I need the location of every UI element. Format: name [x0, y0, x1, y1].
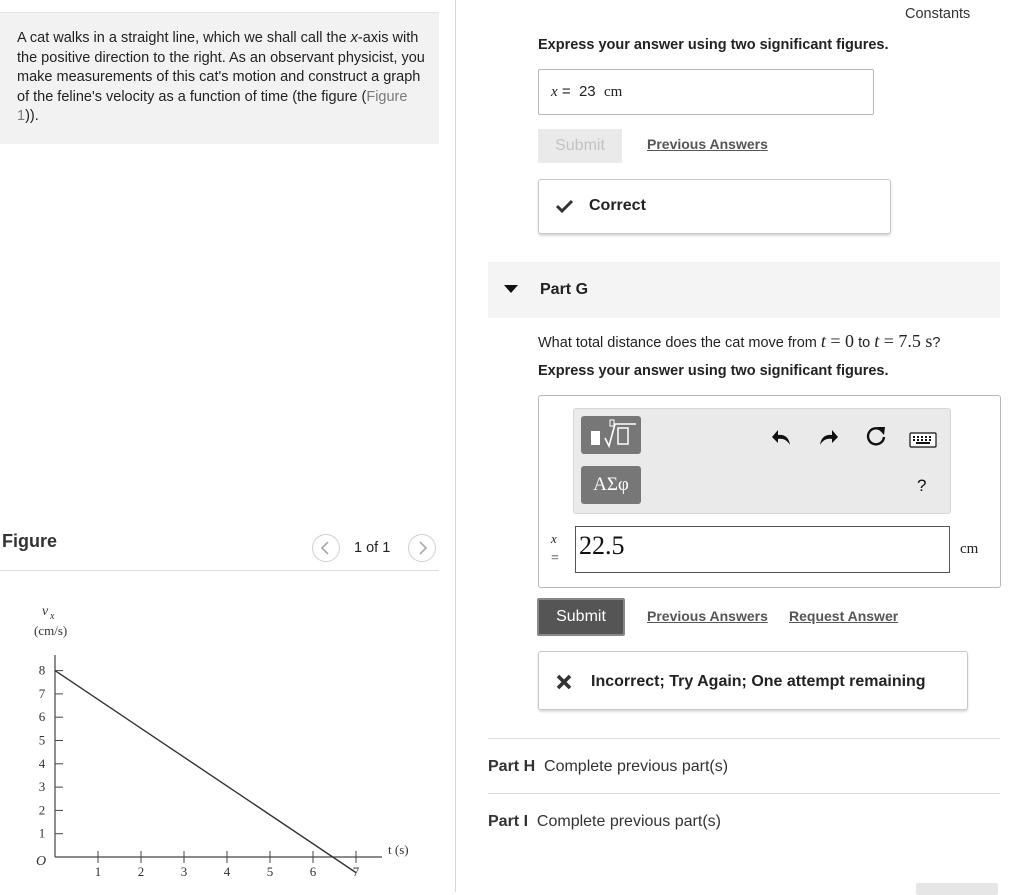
part-i-row[interactable] [488, 813, 721, 831]
keyboard-icon[interactable] [909, 432, 937, 448]
greek-symbols-button[interactable]: ΑΣφ [581, 466, 641, 504]
y-axis-var: v [42, 604, 49, 619]
part-g-question [538, 331, 940, 352]
part-f-feedback-text: Correct [589, 197, 646, 214]
answer-unit: cm [960, 541, 979, 557]
constants-link[interactable]: Constants [905, 6, 971, 22]
part-f-answer-eq: = [561, 83, 571, 100]
problem-text-3: )). [25, 108, 39, 124]
problem-axis-var: x [350, 30, 358, 46]
part-f-answer-value: 23 [578, 83, 596, 100]
part-i-status: Complete previous part(s) [536, 813, 721, 830]
figure-divider [0, 570, 439, 571]
part-h-row[interactable] [488, 758, 728, 776]
x-tick-label: 4 [223, 864, 231, 879]
checkmark-icon [555, 198, 575, 214]
input-var-label: x [551, 531, 557, 546]
part-g-instruction: Express your answer using two significant figures. [538, 363, 889, 379]
y-tick-label: 6 [38, 709, 46, 725]
part-g-feedback-text: Incorrect; Try Again; One attempt remaining [591, 673, 926, 690]
x-tick-label: 7 [352, 864, 360, 879]
problem-text-1: A cat walks in a straight line, which we shall call the [17, 30, 351, 46]
velocity-time-chart [0, 595, 440, 892]
part-i-label: Part I [488, 813, 529, 830]
help-button[interactable]: ? [917, 476, 927, 495]
redo-icon[interactable] [816, 425, 840, 449]
reset-icon[interactable] [863, 424, 889, 450]
footer-button[interactable] [916, 883, 998, 895]
x-tick-label: 5 [266, 864, 274, 879]
figure-link[interactable]: Figure 1 [17, 88, 408, 124]
divider [488, 738, 1000, 739]
figure-pager-text: 1 of 1 [354, 540, 391, 556]
origin-label: O [36, 854, 47, 869]
part-f-answer-unit: cm [603, 84, 623, 100]
part-g-label: Part G [540, 281, 589, 298]
template-sqrt-icon [581, 416, 641, 454]
y-tick-label: 5 [38, 732, 46, 748]
request-answer-link[interactable]: Request Answer [789, 608, 899, 624]
input-eq-label: = [551, 551, 559, 566]
part-f-instruction: Express your answer using two significant figures. [538, 37, 889, 53]
y-tick-label: 8 [38, 662, 46, 678]
y-axis-unit: (cm/s) [34, 623, 68, 638]
figure-next-button[interactable] [408, 534, 436, 562]
answer-input[interactable] [575, 526, 950, 573]
part-h-label: Part H [488, 758, 536, 775]
x-tick-label: 2 [137, 864, 145, 879]
x-tick-label: 6 [309, 864, 317, 879]
divider [488, 793, 1000, 794]
part-h-status: Complete previous part(s) [544, 758, 729, 775]
velocity-line [55, 671, 356, 873]
x-mark-icon [555, 673, 573, 691]
figure-prev-button[interactable] [312, 534, 340, 562]
q-text-1: What total distance does the cat move from [538, 335, 821, 351]
y-tick-label: 4 [38, 755, 46, 771]
x-tick-label: 1 [94, 864, 102, 879]
x-axis-label: t (s) [388, 842, 409, 857]
q-text-end: ? [932, 335, 941, 351]
collapse-triangle-icon[interactable] [504, 285, 518, 293]
q-var-t1: t [820, 331, 826, 351]
q-text-to: to [854, 335, 875, 351]
part-f-submit-button[interactable]: Submit [538, 129, 622, 163]
y-tick-label: 1 [38, 825, 46, 841]
q-eq-2: = 7.5 s [879, 331, 933, 351]
column-divider [455, 0, 456, 892]
template-button[interactable] [581, 416, 641, 454]
answer-input-value: 22.5 [579, 531, 625, 560]
y-tick-label: 7 [38, 685, 46, 701]
part-g-previous-answers-link[interactable]: Previous Answers [647, 608, 768, 624]
problem-text-2: -axis with the positive direction to the right. As an observant physicist, you make measurements of this cat's motion and construct a graph of the feline's velocity as a function of time (the figure ( [17, 30, 425, 105]
y-axis-sub: x [50, 611, 55, 622]
part-f-answer [551, 83, 622, 101]
y-tick-label: 3 [38, 779, 46, 795]
q-var-t2: t [874, 331, 880, 351]
undo-icon[interactable] [770, 425, 794, 449]
chevron-right-icon [409, 535, 435, 561]
part-g-submit-button[interactable]: Submit [537, 598, 625, 636]
part-f-previous-answers-link[interactable]: Previous Answers [647, 136, 768, 152]
part-f-answer-var: x [551, 84, 558, 100]
chevron-left-icon [313, 535, 339, 561]
q-eq-1: = 0 [825, 331, 855, 351]
x-tick-label: 3 [180, 864, 188, 879]
problem-statement [17, 29, 427, 127]
y-tick-label: 2 [38, 802, 46, 818]
figure-title: Figure [2, 531, 58, 551]
